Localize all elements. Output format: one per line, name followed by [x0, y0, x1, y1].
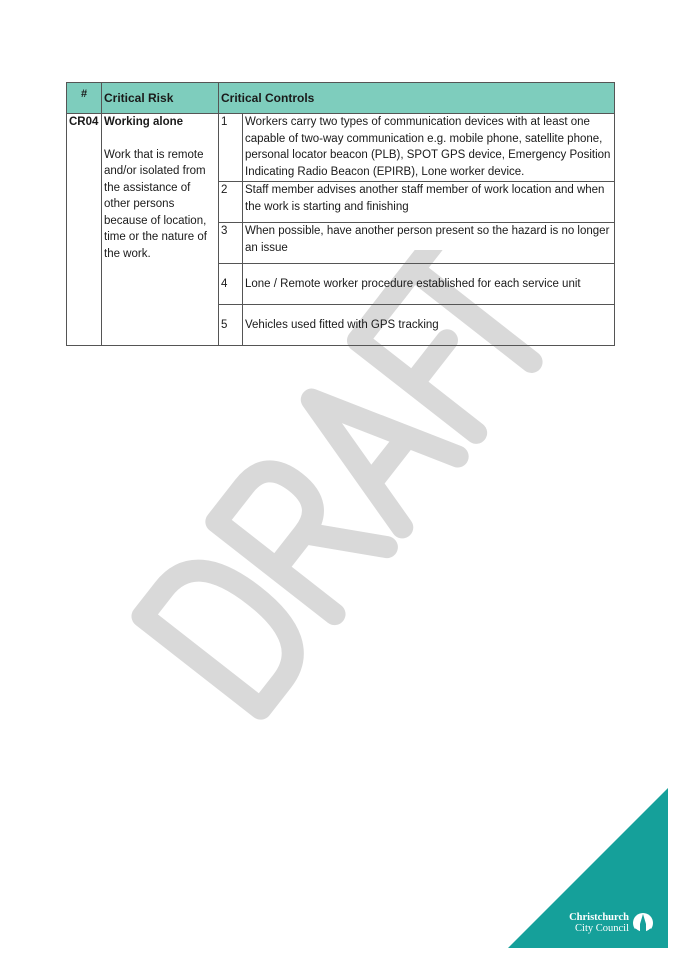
control-number: 4: [219, 264, 243, 305]
header-critical-controls: Critical Controls: [219, 83, 615, 114]
control-number: 1: [219, 114, 243, 182]
table-header-row: [67, 83, 615, 114]
table-row: [67, 114, 615, 182]
control-number: 2: [219, 182, 243, 223]
risk-code: CR04: [67, 114, 102, 346]
header-critical-risk: Critical Risk: [102, 83, 219, 114]
control-number: 5: [219, 305, 243, 346]
logo-line-1: Christchurch: [569, 912, 629, 923]
logo-line-2: City Council: [575, 923, 629, 934]
critical-risk-table: [66, 82, 615, 346]
cathedral-spire-icon: [632, 912, 654, 936]
risk-title: Working alone: [104, 116, 184, 128]
control-text: Vehicles used fitted with GPS tracking: [243, 305, 615, 346]
risk-cell: [102, 114, 219, 346]
logo-text: [557, 912, 629, 934]
control-text: Lone / Remote worker procedure established for each service unit: [243, 264, 615, 305]
control-text: When possible, have another person present so the hazard is no longer an issue: [243, 223, 615, 264]
control-text: Staff member advises another staff member of work location and when the work is starting and finishing: [243, 182, 615, 223]
risk-description: Work that is remote and/or isolated from the assistance of other persons because of location, time or the nature of the work.: [104, 148, 207, 260]
control-number: 3: [219, 223, 243, 264]
control-text: Workers carry two types of communication devices with at least one capable of two-way communication e.g. mobile phone, satellite phone, personal locator beacon (PLB), SPOT GPS device, Emergency Position Indicating Radio Beacon (EPIRB), Lone worker device.: [243, 114, 615, 182]
council-logo: [557, 912, 657, 938]
header-number: #: [67, 83, 102, 114]
